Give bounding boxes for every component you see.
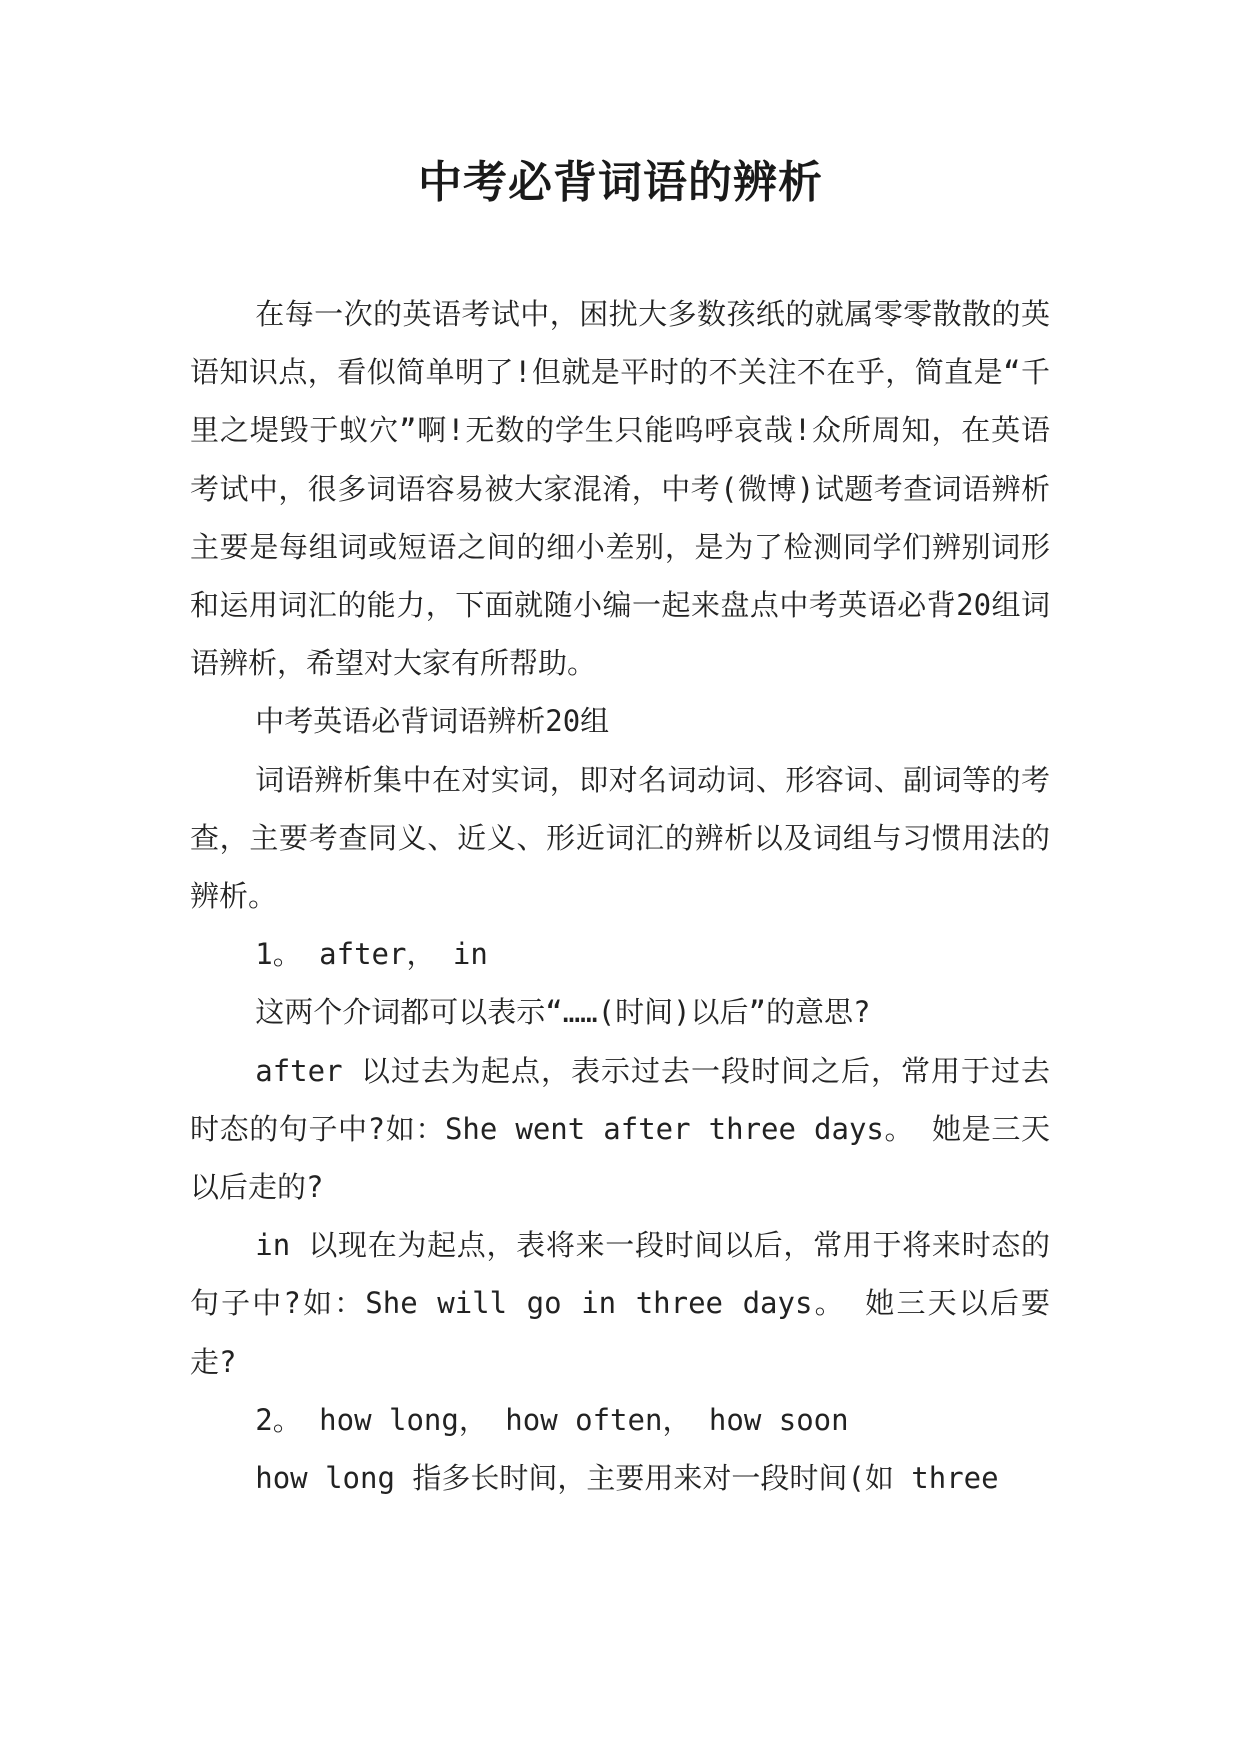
paragraph-item-1-heading: 1。 after， in bbox=[255, 937, 488, 972]
paragraph-item-1-intro: 这两个介词都可以表示“……(时间)以后”的意思? bbox=[255, 995, 871, 1030]
paragraph-section-heading: 中考英语必背词语辨析20组 bbox=[255, 704, 610, 739]
paragraph-item-2-how-long: how long 指多长时间，主要用来对一段时间(如 three bbox=[255, 1461, 999, 1496]
document-title: 中考必背词语的辨析 bbox=[418, 157, 823, 208]
paragraph-item-2-heading: 2。 how long， how often， how soon bbox=[255, 1402, 849, 1437]
paragraph-item-1-in: in 以现在为起点，表将来一段时间以后，常用于将来时态的句子中?如：She will go in three days。 她三天以后要走? bbox=[190, 1228, 1050, 1379]
document-body bbox=[190, 285, 1050, 1507]
paragraph-intro: 在每一次的英语考试中，困扰大多数孩纸的就属零零散散的英语知识点，看似简单明了!但就是平时的不关注不在乎，简直是“千里之堤毁于蚁穴”啊!无数的学生只能呜呼哀哉!众所周知，在英语考试中，很多词语容易被大家混淆，中考(微博)试题考查词语辨析主要是每组词或短语之间的细小差别，是为了检测同学们辨别词形和运用词汇的能力，下面就随小编一起来盘点中考英语必背20组词语辨析，希望对大家有所帮助。 bbox=[190, 297, 1050, 681]
paragraph-overview: 词语辨析集中在对实词，即对名词动词、形容词、副词等的考查，主要考查同义、近义、形近词汇的辨析以及词组与习惯用法的辨析。 bbox=[190, 762, 1050, 914]
paragraph-item-1-after: after 以过去为起点，表示过去一段时间之后，常用于过去时态的句子中?如：She went after three days。 她是三天以后走的? bbox=[190, 1053, 1050, 1205]
